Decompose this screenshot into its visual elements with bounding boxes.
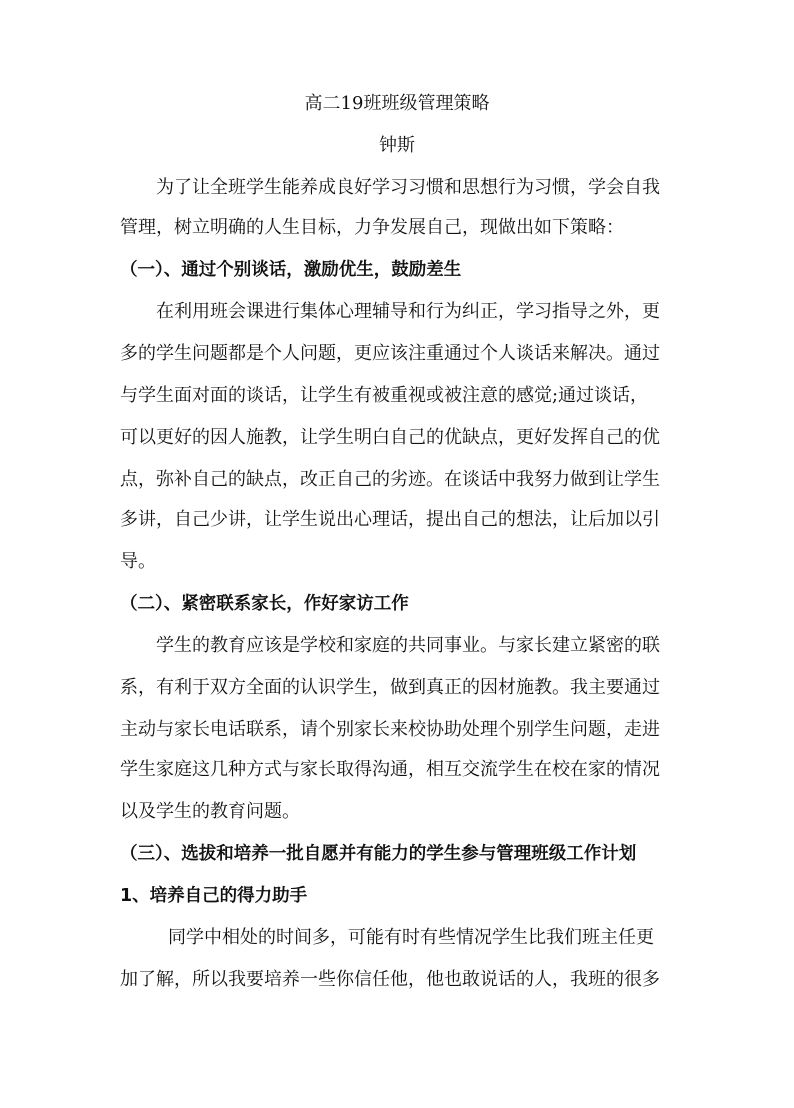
subsection-heading: 1、培养自己的得力助手 xyxy=(120,886,308,906)
document-title: 高二19班班级管理策略 xyxy=(304,93,490,114)
paragraph-line: 系，有利于双方全面的认识学生，做到真正的因材施教。我主要通过 xyxy=(120,677,660,698)
section-heading: （二）、紧密联系家长，作好家访工作 xyxy=(120,594,409,614)
paragraph-line: 多讲，自己少讲，让学生说出心理话，提出自己的想法，让后加以引 xyxy=(120,509,660,530)
paragraph-line: 学生家庭这几种方式与家长取得沟通，相互交流学生在校在家的情况 xyxy=(120,759,660,780)
intro-line: 管理，树立明确的人生目标，力争发展自己，现做出如下策略： xyxy=(120,217,624,238)
paragraph-line: 导。 xyxy=(120,551,156,572)
paragraph-line: 主动与家长电话联系，请个别家长来校协助处理个别学生问题，走进 xyxy=(120,719,660,740)
paragraph-line: 与学生面对面的谈话，让学生有被重视或被注意的感觉;通过谈话， xyxy=(120,385,649,406)
section-heading: （一）、通过个别谈话，激励优生，鼓励差生 xyxy=(120,260,462,280)
paragraph-line: 点，弥补自己的缺点，改正自己的劣迹。在谈话中我努力做到让学生 xyxy=(120,469,660,490)
paragraph-line: 学生的教育应该是学校和家庭的共同事业。与家长建立紧密的联 xyxy=(156,635,660,656)
section-heading: （三）、选拔和培养一批自愿并有能力的学生参与管理班级工作计划 xyxy=(120,844,637,864)
paragraph-line: 同学中相处的时间多，可能有时有些情况学生比我们班主任更 xyxy=(168,927,654,948)
paragraph-line: 多的学生问题都是个人问题，更应该注重通过个人谈话来解决。通过 xyxy=(120,343,660,364)
paragraph-line: 可以更好的因人施教，让学生明白自己的优缺点，更好发挥自己的优 xyxy=(120,427,660,448)
paragraph-line: 以及学生的教育问题。 xyxy=(120,801,300,822)
paragraph-line: 在利用班会课进行集体心理辅导和行为纠正，学习指导之外，更 xyxy=(156,301,660,322)
document-author: 钟斯 xyxy=(379,135,415,156)
intro-line: 为了让全班学生能养成良好学习习惯和思想行为习惯，学会自我 xyxy=(156,177,660,198)
paragraph-line: 加了解，所以我要培养一些你信任他，他也敢说话的人，我班的很多 xyxy=(120,969,660,990)
